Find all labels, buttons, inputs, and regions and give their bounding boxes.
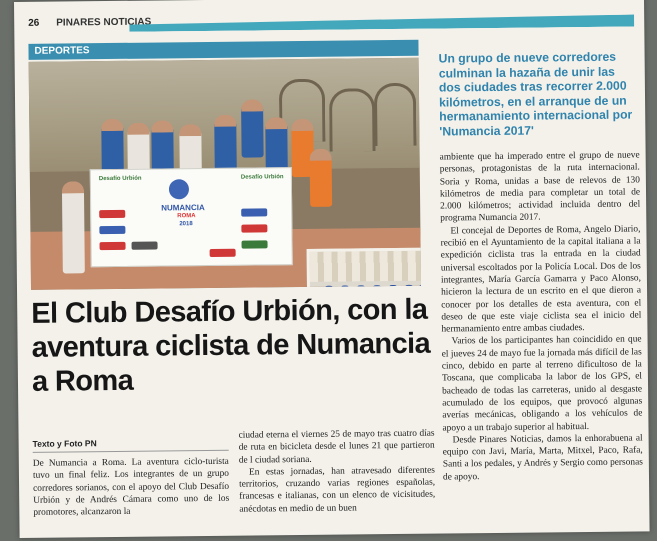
magazine-page [14, 0, 650, 538]
sponsor-banner [90, 167, 293, 267]
byline: Texto y Foto PN [32, 438, 97, 449]
banner-year: 2018 [179, 221, 193, 228]
sponsor-logo [132, 242, 158, 250]
body-column-2 [238, 428, 435, 516]
group-photo [29, 58, 421, 290]
cyclist [340, 285, 350, 289]
banner-emblem [169, 179, 189, 199]
sponsor-logo [241, 224, 267, 232]
body-paragraph: Varios de los participantes han coincidido en que el jueves 24 de mayo fue la jornada más difícil de las cinco, debido en parte al terreno dificultoso de la Toscana, que complicaba la labor de los GPS, el bacheado de todas las carreteras, unido al desgaste acumulado de los equipos, que provocó algunas averías mecánicas, obligando a los vehículos de apoyo a un trabajo superior al habitual. [441, 334, 643, 434]
sponsor-logo [242, 240, 268, 248]
header-accent-bar [129, 15, 634, 32]
photo-person [62, 181, 85, 273]
banner-logo: Desafío Urbión [98, 175, 142, 183]
cyclist [418, 285, 421, 290]
section-label-text: DEPORTES [34, 45, 90, 57]
cyclist [404, 285, 414, 290]
body-column-1 [33, 456, 230, 520]
sponsor-logo [99, 210, 125, 218]
body-paragraph: ambiente que ha imperado entre el grupo de nueve personas, protagonistas de la ruta internacional. Soria y Roma, unidas a base de relevos de 130 kilómetros de media para completar un total de 2.000 kilómetros; actividad incluida dentro del programa Numancia 2017. [439, 150, 641, 225]
sponsor-logo [210, 249, 236, 257]
sponsor-logo [241, 208, 267, 216]
photo-arch [329, 88, 376, 151]
photo-arch [374, 83, 417, 146]
cyclists-inset-photo [307, 248, 421, 290]
body-column-3 [440, 149, 643, 483]
cyclist [324, 286, 334, 290]
lead-paragraph: Un grupo de nueve corredores culminan la hazaña de unir las dos ciudades tras recorrer 2.000 kilómetros, en el arranque de un hermanamiento internacional por 'Numancia 2017' [438, 49, 633, 139]
banner-logo: Desafío Urbión [240, 174, 284, 181]
sponsor-logo [100, 242, 126, 250]
sponsor-logo [99, 226, 125, 234]
photo-person [241, 99, 264, 157]
body-paragraph: Desde Pinares Noticias, damos la enhorabuena al equipo con Javi, María, Marta, Mitxel, Paco, Rafa, Santi a los pedales, y Andrés y Sergio como personas de apoyo. [442, 433, 643, 483]
cyclist [388, 285, 398, 290]
inset-building [310, 251, 421, 282]
body-paragraph: El concejal de Deportes de Roma, Angelo Diario, recibió en el Ayuntamiento de la capital italiana a la expedición ciclista tras la entrada en la ciudad universal escoltados por la Policía Local. Dos de los integrantes, María García Gamarra y Paco Alonso, hicieron la lectura de un escrito en el que dieron a conocer por los detalles de esta aventura, con el deseo de que este viaje ciclista sea el inicio del hermanamiento entre ambas ciudades. [440, 224, 642, 335]
page-header [14, 5, 644, 38]
body-paragraph: En estas jornadas, han atravesado diferentes territorios, cruzando varias regiones españolas, francesas e italianas, con un elenco de vicisitudes, anécdotas en medio de un buen [239, 465, 436, 515]
cyclist [356, 285, 366, 290]
banner-title: NUMANCIA [161, 203, 205, 213]
banner-subtitle: ROMA [177, 213, 196, 220]
byline-divider [33, 450, 229, 453]
article-headline: El Club Desafío Urbión, con la aventura ciclista de Numancia a Roma [31, 293, 431, 398]
photo-person [310, 149, 333, 207]
page-number: 26 [28, 17, 40, 29]
body-paragraph: De Numancia a Roma. La aventura ciclo-turista tuvo un final feliz. Los integrantes de un grupo corredores sorianos, con el apoyo del Club Desafío Urbión y de Andrés Cámara como uno de los promotores, alcanzaron la [32, 456, 230, 519]
body-paragraph: ciudad eterna el viernes 25 de mayo tras cuatro días de ruta en bicicleta desde el lunes 21 que partieron de l ciudad soriana. [238, 428, 435, 466]
section-label [28, 40, 418, 60]
cyclist [372, 285, 382, 290]
photo-person [214, 115, 237, 173]
publication-name: PINARES NOTICIAS [56, 16, 152, 29]
